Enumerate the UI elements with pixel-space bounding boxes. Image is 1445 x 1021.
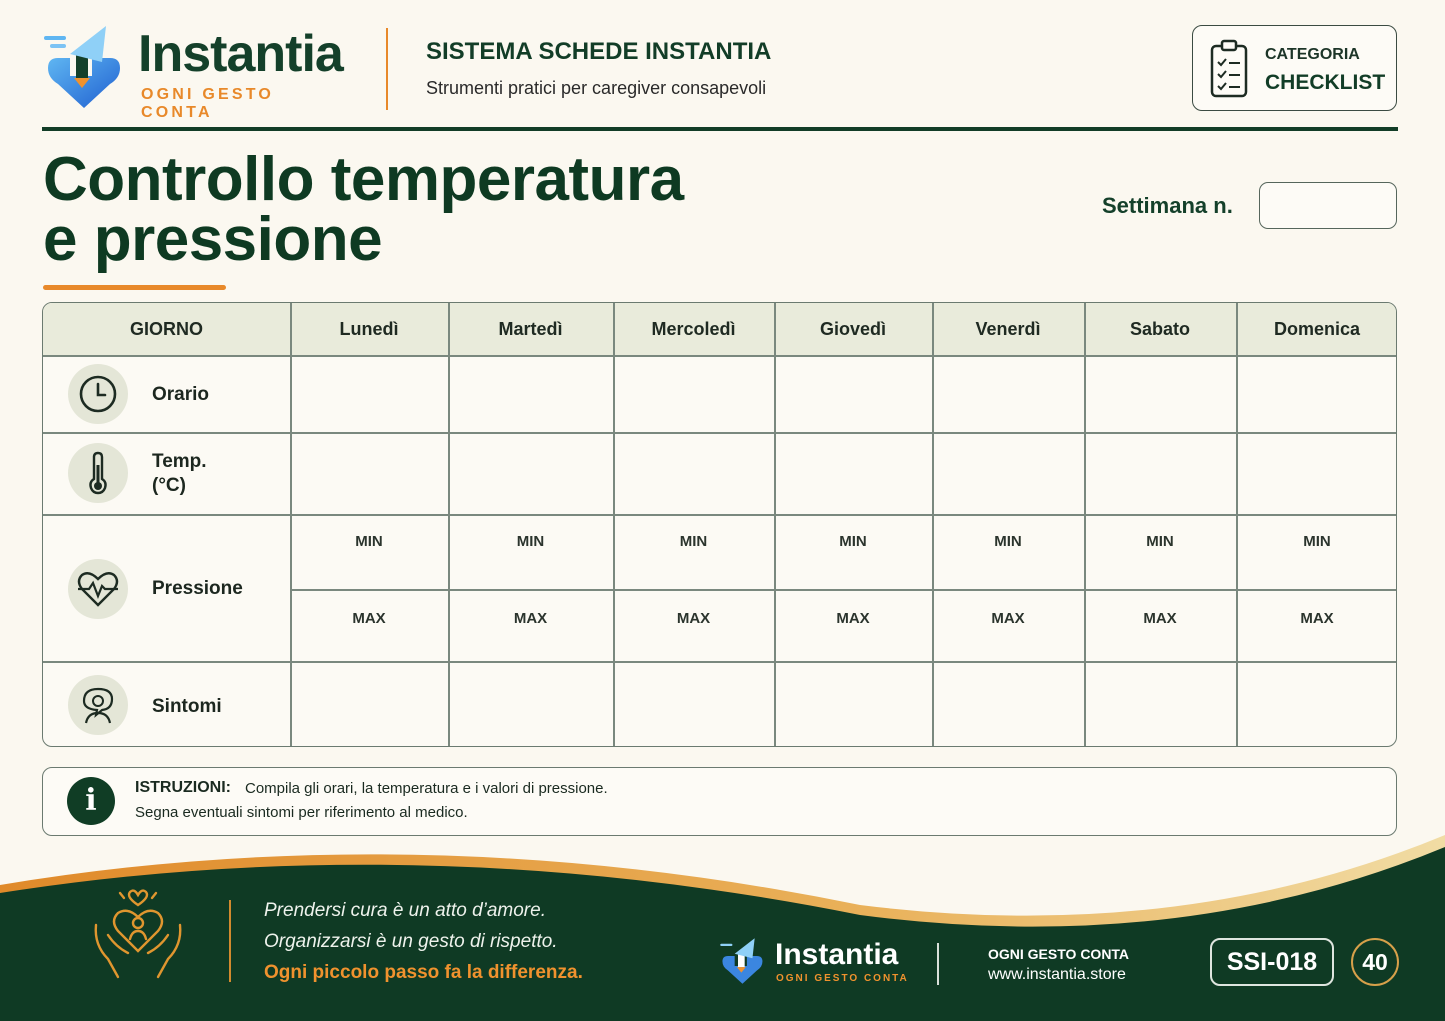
title-underline: [43, 285, 226, 290]
system-title: SISTEMA SCHEDE INSTANTIA: [426, 38, 772, 65]
footer-band: [0, 835, 1445, 1021]
header-day-7: Domenica: [1273, 319, 1361, 339]
min-label: MIN: [1146, 533, 1174, 550]
min-label: MIN: [1303, 533, 1331, 550]
header-giorno: GIORNO: [129, 319, 203, 339]
footer-quote-3: Ogni piccolo passo fa la differenza.: [264, 962, 583, 983]
page-number: 40: [1351, 938, 1399, 986]
footer-url[interactable]: www.instantia.store: [988, 966, 1126, 983]
category-value: CHECKLIST: [1265, 71, 1386, 94]
min-label: MIN: [994, 533, 1022, 550]
instructions-box: [42, 767, 1397, 836]
row-label-temp-line1: Temp.: [152, 451, 207, 472]
header-day-6: Sabato: [1129, 319, 1190, 339]
grid-vline: [1084, 303, 1086, 746]
row-label-pressione: Pressione: [152, 578, 243, 599]
grid-hline: [43, 661, 1396, 663]
instructions-title: ISTRUZIONI:: [135, 779, 231, 796]
min-label: MIN: [839, 533, 867, 550]
header-day-3: Mercoledì: [651, 319, 736, 339]
person-speech-icon: [68, 675, 128, 735]
header-day-4: Giovedì: [819, 319, 886, 339]
grid-vline: [774, 303, 776, 746]
footer-quote-2: Organizzarsi è un gesto di rispetto.: [264, 931, 558, 952]
min-label: MIN: [355, 533, 383, 550]
footer-brand-tagline: OGNI GESTO CONTA: [776, 973, 909, 984]
page-title-line1: Controllo temperatura: [43, 145, 684, 214]
min-label: MIN: [679, 533, 708, 550]
footer-motto: OGNI GESTO CONTA: [988, 946, 1130, 962]
grid-vline: [932, 303, 934, 746]
max-label: MAX: [1300, 610, 1334, 627]
info-icon: i: [67, 777, 115, 825]
row-label-sintomi: Sintomi: [152, 696, 222, 717]
grid-vline: [613, 303, 615, 746]
header-rule: [42, 127, 1398, 131]
grid-hline: [43, 514, 1396, 516]
header-day-5: Venerdì: [975, 319, 1041, 339]
clipboard-checklist-icon: [1209, 38, 1249, 100]
row-label-temp-line2: (°C): [152, 475, 186, 496]
header-divider: [386, 28, 388, 110]
max-label: MAX: [836, 610, 870, 627]
brand-logo-icon: [40, 22, 130, 112]
row-label-temp: [152, 450, 207, 498]
max-label: MAX: [352, 610, 386, 627]
header-day-1: Lunedì: [339, 319, 399, 339]
brand-logo: [40, 22, 350, 121]
footer-divider: [937, 943, 939, 985]
max-label: MAX: [676, 610, 711, 627]
footer-brand-name: Instantia: [775, 938, 899, 971]
week-label: Settimana n.: [1102, 193, 1233, 218]
grid-hline: [43, 432, 1396, 434]
max-label: MAX: [991, 610, 1025, 627]
week-number-field[interactable]: [1259, 182, 1397, 229]
system-subtitle: Strumenti pratici per caregiver consapevoli: [426, 78, 767, 98]
footer-divider: [229, 900, 231, 982]
grid-hline: [290, 589, 1397, 591]
header-day-2: Martedì: [498, 319, 563, 339]
thermometer-icon: [68, 443, 128, 503]
sheet-code: SSI-018: [1210, 938, 1334, 986]
brand-tagline: OGNI GESTO CONTA: [141, 86, 275, 121]
category-box: [1192, 25, 1397, 111]
grid-hline: [43, 355, 1396, 357]
min-label: MIN: [516, 533, 545, 550]
brand-name: Instantia: [138, 25, 343, 83]
page-title: [43, 145, 684, 274]
grid-vline: [290, 303, 292, 746]
max-label: MAX: [1143, 610, 1177, 627]
caring-hands-heart-icon: [88, 885, 188, 985]
grid-vline: [1236, 303, 1238, 746]
weekly-table: [42, 302, 1397, 747]
category-label: CATEGORIA: [1265, 46, 1360, 63]
grid-vline: [448, 303, 450, 746]
table-grid: [43, 303, 1396, 746]
footer-logo-icon: [718, 936, 768, 986]
footer-quote-1: Prendersi cura è un atto d’amore.: [264, 900, 546, 921]
heart-pulse-icon: [68, 559, 128, 619]
row-label-orario: Orario: [152, 384, 210, 405]
instructions-line2: Segna eventuali sintomi per riferimento al medico.: [135, 804, 468, 821]
clock-icon: [68, 364, 128, 424]
max-label: MAX: [513, 610, 548, 627]
instructions-line1: Compila gli orari, la temperatura e i valori di pressione.: [245, 780, 608, 797]
page-title-line2: e pressione: [43, 205, 383, 274]
